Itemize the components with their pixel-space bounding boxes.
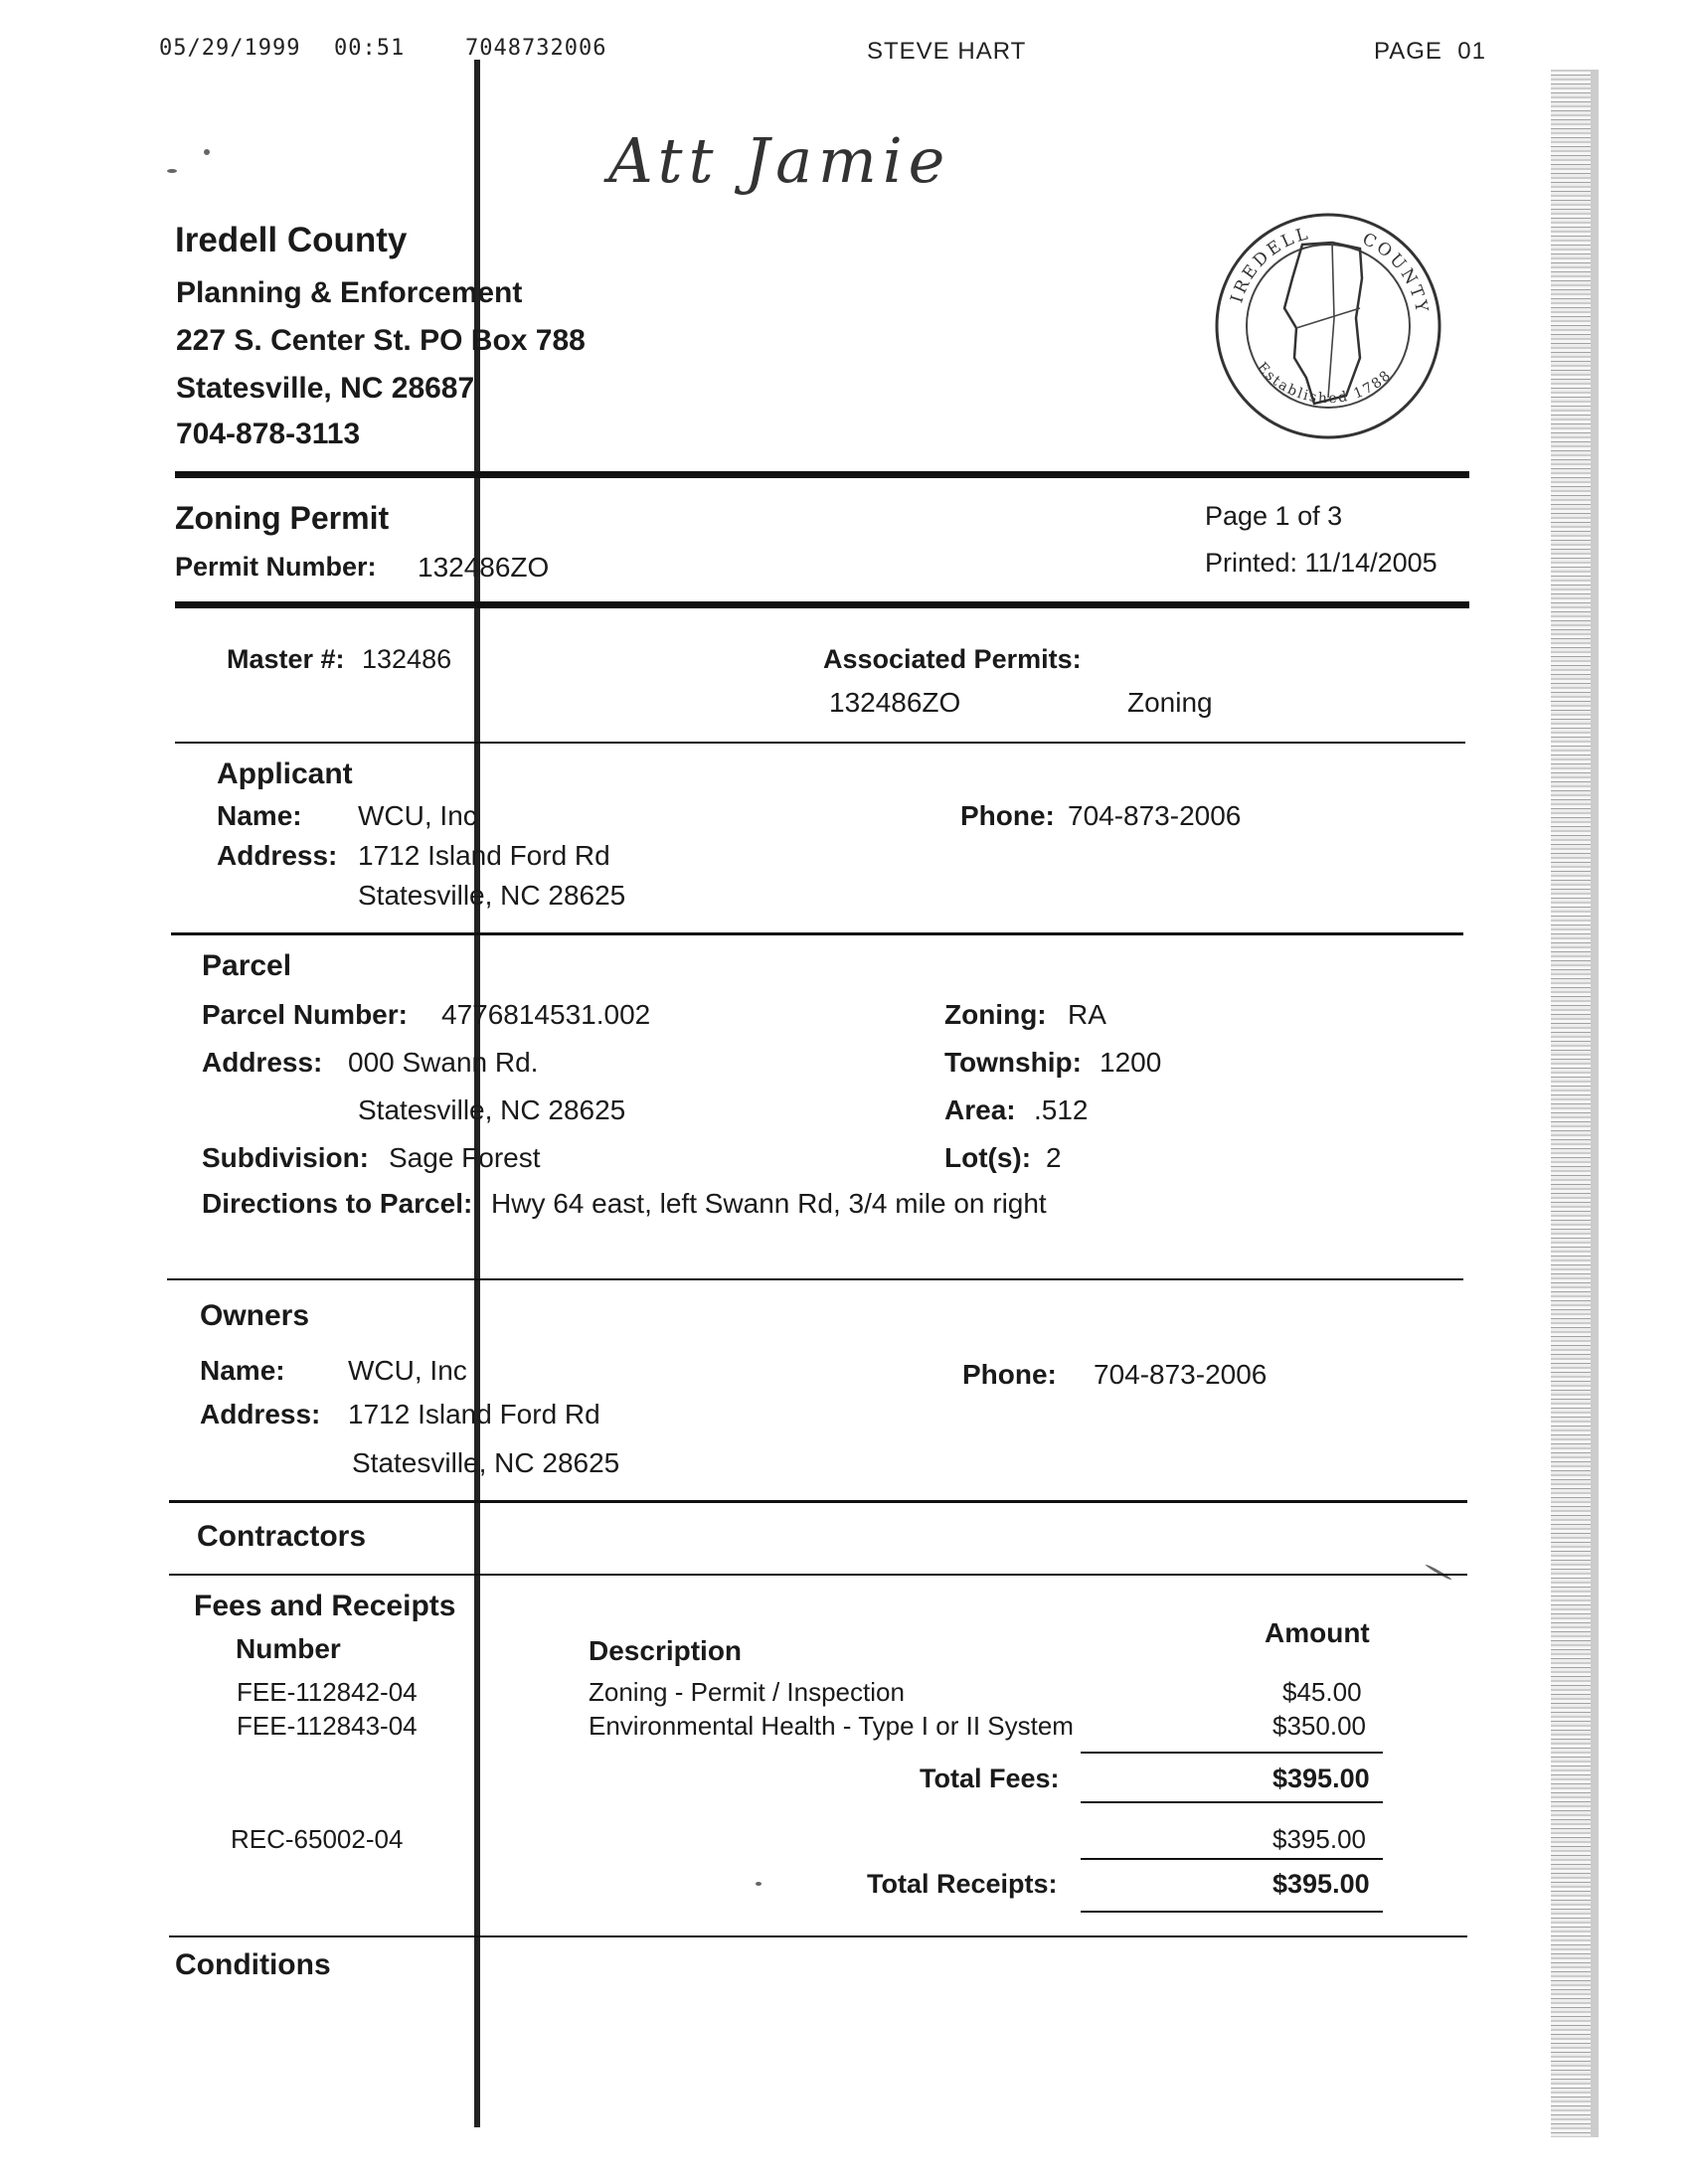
- owner-phone: 704-873-2006: [1094, 1359, 1268, 1390]
- divider: [169, 1935, 1467, 1937]
- subdivision-label: Subdivision:: [202, 1142, 369, 1173]
- fax-page: PAGE 01: [1374, 38, 1486, 65]
- owner-address-label: Address:: [200, 1399, 321, 1429]
- parcel-address-label: Address:: [202, 1047, 323, 1078]
- owner-name-label: Name:: [200, 1355, 285, 1386]
- divider: [171, 932, 1463, 935]
- area-label: Area:: [944, 1094, 1016, 1125]
- fee-description: Environmental Health - Type I or II System: [589, 1711, 1074, 1741]
- parcel-address-line2: Statesville, NC 28625: [358, 1094, 626, 1125]
- applicant-address-label: Address:: [217, 840, 338, 871]
- associated-permits-label: Associated Permits:: [823, 644, 1082, 674]
- fee-number: FEE-112843-04: [237, 1711, 418, 1741]
- fax-date: 05/29/1999: [159, 36, 301, 61]
- divider: [169, 1500, 1467, 1503]
- associated-permit-number: 132486ZO: [829, 687, 961, 718]
- divider: [1081, 1752, 1383, 1754]
- fee-amount: $350.00: [1272, 1711, 1366, 1741]
- contractors-heading: Contractors: [197, 1520, 367, 1553]
- fee-amount: $45.00: [1282, 1677, 1362, 1707]
- divider: [175, 471, 1469, 478]
- fax-number: 7048732006: [465, 36, 607, 61]
- county-seal-icon: [1211, 209, 1445, 443]
- applicant-phone: 704-873-2006: [1068, 800, 1242, 831]
- divider: [1081, 1911, 1383, 1913]
- applicant-address-line2: Statesville, NC 28625: [358, 880, 626, 911]
- receipt-amount: $395.00: [1272, 1824, 1366, 1854]
- permit-title: Zoning Permit: [175, 500, 390, 536]
- lots-value: 2: [1046, 1142, 1062, 1173]
- zoning-label: Zoning:: [944, 999, 1047, 1030]
- receipt-number: REC-65002-04: [231, 1824, 404, 1854]
- seal-top-text: IREDELL: [1227, 223, 1313, 306]
- department-name: Planning & Enforcement: [176, 276, 523, 309]
- township-value: 1200: [1100, 1047, 1162, 1078]
- applicant-name-label: Name:: [217, 800, 302, 831]
- county-name: Iredell County: [175, 221, 408, 259]
- scan-speck: [167, 169, 177, 173]
- directions-value: Hwy 64 east, left Swann Rd, 3/4 mile on right: [491, 1188, 1047, 1219]
- conditions-heading: Conditions: [175, 1948, 331, 1981]
- svg-text:IREDELL: [1227, 224, 1312, 305]
- page-info: Page 1 of 3: [1205, 501, 1343, 531]
- owner-address-line1: 1712 Island Ford Rd: [348, 1399, 600, 1429]
- associated-permit-type: Zoning: [1127, 687, 1213, 718]
- lots-label: Lot(s):: [944, 1142, 1032, 1173]
- handwritten-note: Att Jamie: [608, 124, 951, 197]
- seal-bottom-text: Established 1788: [1254, 359, 1396, 408]
- agency-phone: 704-878-3113: [176, 418, 361, 450]
- total-fees-value: $395.00: [1272, 1764, 1370, 1793]
- applicant-name: WCU, Inc: [358, 800, 477, 831]
- applicant-heading: Applicant: [217, 757, 353, 790]
- svg-text:COUNTY: [1359, 230, 1432, 317]
- agency-street: 227 S. Center St. PO Box 788: [176, 324, 586, 357]
- master-number: 132486: [362, 644, 452, 674]
- applicant-phone-label: Phone:: [960, 800, 1055, 831]
- owner-name: WCU, Inc: [348, 1355, 467, 1386]
- fax-time: 00:51: [334, 36, 406, 61]
- parcel-number-label: Parcel Number:: [202, 999, 408, 1030]
- permit-number-label: Permit Number:: [175, 552, 377, 582]
- divider: [1081, 1801, 1383, 1803]
- printed-date: Printed: 11/14/2005: [1205, 548, 1438, 578]
- scan-speck: [756, 1882, 762, 1886]
- parcel-address-line1: 000 Swann Rd.: [348, 1047, 539, 1078]
- area-value: .512: [1034, 1094, 1089, 1125]
- fax-sender: STEVE HART: [867, 38, 1027, 65]
- applicant-address-line1: 1712 Island Ford Rd: [358, 840, 610, 871]
- fee-number: FEE-112842-04: [237, 1677, 418, 1707]
- fees-col-number: Number: [236, 1633, 341, 1664]
- agency-city: Statesville, NC 28687: [176, 372, 475, 405]
- township-label: Township:: [944, 1047, 1082, 1078]
- fee-description: Zoning - Permit / Inspection: [589, 1677, 905, 1707]
- fees-col-amount: Amount: [1265, 1617, 1370, 1648]
- fees-heading: Fees and Receipts: [194, 1590, 456, 1622]
- scan-edge-line: [1591, 70, 1599, 2137]
- fees-col-description: Description: [589, 1635, 743, 1666]
- total-receipts-label: Total Receipts:: [867, 1869, 1058, 1899]
- total-receipts-value: $395.00: [1272, 1869, 1370, 1899]
- owner-address-line2: Statesville, NC 28625: [352, 1447, 620, 1478]
- divider: [169, 1574, 1467, 1576]
- subdivision-value: Sage Forest: [389, 1142, 541, 1173]
- total-fees-label: Total Fees:: [920, 1764, 1060, 1793]
- divider: [167, 1278, 1463, 1280]
- parcel-heading: Parcel: [202, 949, 292, 982]
- parcel-number: 4776814531.002: [441, 999, 651, 1030]
- scan-edge-shadow: [1551, 70, 1591, 2137]
- permit-number: 132486ZO: [418, 552, 550, 583]
- divider: [1081, 1858, 1383, 1860]
- seal-right-text: COUNTY: [1358, 229, 1433, 317]
- scan-speck: [1425, 1564, 1451, 1582]
- owner-phone-label: Phone:: [962, 1359, 1057, 1390]
- master-label: Master #:: [227, 644, 345, 674]
- directions-label: Directions to Parcel:: [202, 1188, 473, 1219]
- svg-text:Established 1788: [1254, 360, 1395, 408]
- divider: [175, 742, 1465, 744]
- zoning-value: RA: [1068, 999, 1106, 1030]
- scan-speck: [204, 149, 210, 155]
- owners-heading: Owners: [200, 1299, 310, 1332]
- divider: [175, 601, 1469, 608]
- fax-streak-line: [474, 60, 480, 2127]
